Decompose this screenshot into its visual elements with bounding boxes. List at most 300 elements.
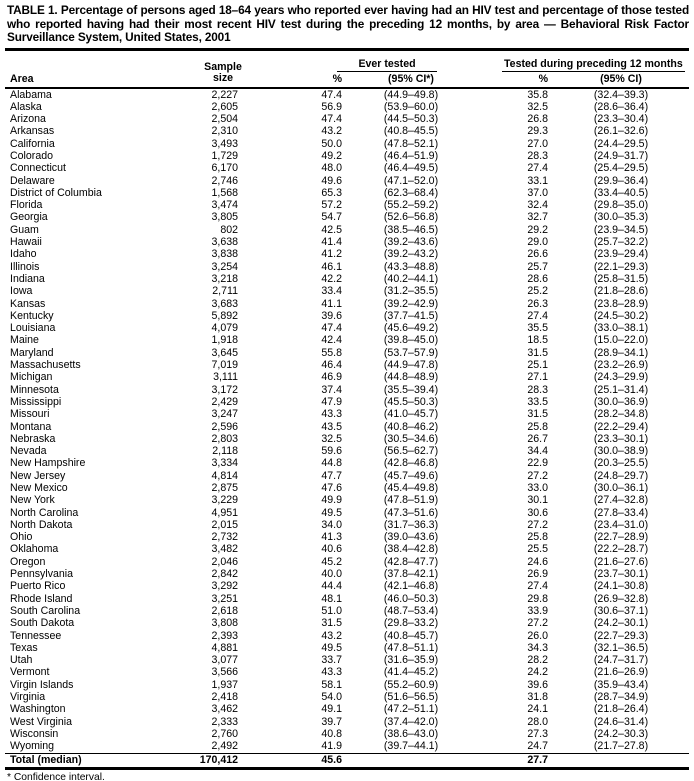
ci-ever-cell: (44.9–49.8) xyxy=(383,88,439,101)
pct-recent-cell: 18.5 xyxy=(527,334,548,347)
sample-size-cell: 2,760 xyxy=(211,727,238,740)
pct-recent-cell: 34.4 xyxy=(527,445,548,458)
ci-recent-cell: (25.4–29.5) xyxy=(593,162,649,175)
ci-recent-cell: (32.1–36.5) xyxy=(593,641,649,654)
area-cell: Oklahoma xyxy=(10,543,59,556)
ci-recent-cell: (15.0–22.0) xyxy=(593,334,649,347)
ci-recent-cell: (21.8–28.6) xyxy=(593,285,649,298)
ci-ever-cell: (31.6–35.9) xyxy=(383,654,439,667)
ci-recent-cell: (29.8–35.0) xyxy=(593,199,649,212)
area-cell: New Hampshire xyxy=(10,457,86,470)
pct-recent-cell: 30.6 xyxy=(527,506,548,519)
pct-recent-cell: 35.8 xyxy=(527,88,548,101)
spacer-cell xyxy=(664,285,689,297)
table-row xyxy=(5,88,689,101)
table-row xyxy=(5,531,689,543)
pct-recent-cell: 27.2 xyxy=(527,617,548,630)
table-row xyxy=(5,617,689,629)
ci-recent-cell: (32.4–39.3) xyxy=(593,88,649,101)
table-title: TABLE 1. Percentage of persons aged 18–64 years who reported ever having had an HIV test and percentage of those tested who reported having had their most recent HIV test during the preceding 12 months, by area — Behavioral Risk Factor Surveillance System, United States, 2001 xyxy=(7,3,689,44)
table-row xyxy=(5,470,689,482)
table-row xyxy=(5,740,689,753)
sample-size-cell: 3,292 xyxy=(211,580,238,593)
area-cell: Kansas xyxy=(10,297,46,310)
ci-ever-cell: (40.2–44.1) xyxy=(383,272,439,285)
ci-ever-cell: (55.2–60.9) xyxy=(383,678,439,691)
sample-size-cell: 2,504 xyxy=(211,113,238,126)
ci-recent-cell: (28.2–34.8) xyxy=(593,408,649,421)
area-cell: Texas xyxy=(10,641,38,654)
ci-ever-cell: (42.8–47.7) xyxy=(383,555,439,568)
ci-ever-cell: (38.5–46.5) xyxy=(383,223,439,236)
pct-ever-cell: 48.1 xyxy=(321,592,342,605)
sample-size-cell: 3,638 xyxy=(211,236,238,249)
ci-recent-cell: (23.8–28.9) xyxy=(593,297,649,310)
sample-size-line1: Sample xyxy=(204,60,242,73)
table-row xyxy=(5,298,689,310)
area-cell: Washington xyxy=(10,703,66,716)
table-row xyxy=(5,261,689,273)
spacer-cell xyxy=(664,224,689,236)
area-cell: Wisconsin xyxy=(10,727,59,740)
pct-recent-cell: 29.2 xyxy=(527,223,548,236)
ci-ever-cell: (46.4–49.5) xyxy=(383,162,439,175)
spacer-cell xyxy=(664,421,689,433)
total-pct-ever: 45.6 xyxy=(321,753,342,766)
ci-recent-cell: (23.3–30.1) xyxy=(593,432,649,445)
pct-ever-cell: 44.8 xyxy=(321,457,342,470)
pct-recent-cell: 25.1 xyxy=(527,359,548,372)
spacer-cell xyxy=(664,445,689,457)
area-cell: Mississippi xyxy=(10,395,62,408)
spacer-cell xyxy=(664,519,689,531)
area-cell: New York xyxy=(10,494,55,507)
pct-recent-cell: 33.1 xyxy=(527,174,548,187)
spacer-cell xyxy=(664,679,689,691)
area-cell: Wyoming xyxy=(10,740,55,753)
pct-recent-cell: 26.0 xyxy=(527,629,548,642)
hiv-test-table xyxy=(5,48,689,771)
pct-ever-cell: 54.7 xyxy=(321,211,342,224)
ci-ever-cell: (40.8–45.5) xyxy=(383,125,439,138)
pct-recent-cell: 26.9 xyxy=(527,568,548,581)
ci-ever-cell: (42.1–46.8) xyxy=(383,580,439,593)
ci-recent-cell: (30.0–36.1) xyxy=(593,482,649,494)
ci-recent-cell: (20.3–25.5) xyxy=(593,457,649,470)
ci-ever-cell: (40.8–46.2) xyxy=(383,420,439,433)
spacer-cell xyxy=(664,507,689,519)
spacer-cell xyxy=(664,617,689,629)
pct-ever-cell: 47.4 xyxy=(321,322,342,335)
spacer-cell xyxy=(664,125,689,137)
area-cell: Indiana xyxy=(10,272,45,285)
spacer-cell xyxy=(664,568,689,580)
area-cell: Vermont xyxy=(10,666,50,679)
sample-size-cell: 2,803 xyxy=(211,432,238,445)
footnote: * Confidence interval. xyxy=(7,772,105,781)
spacer-cell xyxy=(664,482,689,494)
ci-recent-cell: (23.2–26.9) xyxy=(593,359,649,372)
ci-recent-cell: (28.7–34.9) xyxy=(593,691,649,704)
spacer-cell xyxy=(664,494,689,506)
pct-ever-cell: 49.5 xyxy=(321,506,342,519)
table-row xyxy=(5,716,689,728)
pct-recent-cell: 29.8 xyxy=(527,592,548,605)
area-cell: Georgia xyxy=(10,211,48,224)
area-cell: South Dakota xyxy=(10,617,75,630)
sample-size-cell: 1,918 xyxy=(211,334,238,347)
area-cell: Alaska xyxy=(10,100,42,113)
sample-size-cell: 3,218 xyxy=(211,272,238,285)
pct-ever-cell: 32.5 xyxy=(321,432,342,445)
pct-recent-cell: 27.3 xyxy=(527,727,548,740)
table-row xyxy=(5,285,689,297)
table-row xyxy=(5,236,689,248)
ci-recent-cell: (24.8–29.7) xyxy=(593,469,649,482)
pct-ever-cell: 49.9 xyxy=(321,494,342,507)
spacer-cell xyxy=(664,605,689,617)
area-cell: Utah xyxy=(10,654,33,667)
col-group-ever-tested xyxy=(242,49,470,72)
area-cell: Oregon xyxy=(10,555,46,568)
sample-size-cell: 3,566 xyxy=(211,666,238,679)
ci-ever-cell: (35.5–39.4) xyxy=(383,383,439,396)
pct-recent-cell: 25.7 xyxy=(527,260,548,273)
area-cell: Arizona xyxy=(10,113,46,126)
sample-size-cell: 4,814 xyxy=(211,469,238,482)
table-row xyxy=(5,334,689,346)
spacer-cell xyxy=(664,543,689,555)
spacer-cell xyxy=(664,396,689,408)
sample-size-cell: 3,805 xyxy=(211,211,238,224)
ci-recent-cell: (22.7–29.3) xyxy=(593,629,649,642)
ci-ever-cell: (47.3–51.6) xyxy=(383,506,439,519)
table-row xyxy=(5,593,689,605)
ci-ever-cell: (37.4–42.0) xyxy=(383,715,439,728)
area-cell: Arkansas xyxy=(10,125,55,138)
pct-recent-cell: 37.0 xyxy=(527,186,548,199)
sample-size-cell: 3,229 xyxy=(211,494,238,507)
ci-recent-cell: (30.0–35.3) xyxy=(593,211,649,224)
ci-ever-cell: (30.5–34.6) xyxy=(383,432,439,445)
table-row xyxy=(5,703,689,715)
sample-size-cell: 2,118 xyxy=(212,445,238,458)
ci-ever-cell: (31.2–35.5) xyxy=(383,285,439,298)
table-row xyxy=(5,494,689,506)
pct-ever-cell: 43.2 xyxy=(321,629,342,642)
pct-recent-cell: 27.4 xyxy=(527,309,548,322)
pct-ever-cell: 42.5 xyxy=(321,223,342,236)
ci-recent-cell: (23.4–31.0) xyxy=(593,518,649,531)
table-row xyxy=(5,457,689,469)
col-header-sample-size xyxy=(180,49,242,88)
pct-ever-cell: 41.1 xyxy=(321,297,342,310)
ci-recent-cell: (30.6–37.1) xyxy=(593,604,649,617)
pct-ever-cell: 37.4 xyxy=(321,383,342,396)
pct-ever-cell: 43.3 xyxy=(321,408,342,421)
sample-size-cell: 4,881 xyxy=(211,641,238,654)
table-row xyxy=(5,248,689,260)
area-cell: Iowa xyxy=(10,285,33,298)
area-cell: Missouri xyxy=(10,408,50,421)
table-row xyxy=(5,507,689,519)
sample-size-cell: 2,310 xyxy=(211,125,238,138)
area-cell: North Dakota xyxy=(10,518,73,531)
table-row xyxy=(5,666,689,678)
ci-ever-cell: (39.2–43.2) xyxy=(383,248,439,261)
sample-size-cell: 3,683 xyxy=(211,297,238,310)
spacer-cell xyxy=(664,642,689,654)
ci-recent-cell: (21.6–26.9) xyxy=(593,666,649,679)
area-cell: Maine xyxy=(10,334,39,347)
area-cell: Colorado xyxy=(10,149,53,162)
spacer-cell xyxy=(664,556,689,568)
area-cell: Puerto Rico xyxy=(10,580,66,593)
spacer-cell xyxy=(664,740,689,753)
area-cell: Kentucky xyxy=(10,309,54,322)
pct-ever-cell: 51.0 xyxy=(321,604,342,617)
pct-ever-cell: 41.3 xyxy=(321,531,342,544)
sample-size-cell: 6,170 xyxy=(211,162,238,175)
ci-ever-cell: (39.0–43.6) xyxy=(383,531,439,544)
pct-ever-cell: 47.9 xyxy=(321,395,342,408)
pct-ever-cell: 42.2 xyxy=(321,272,342,285)
sample-size-cell: 2,596 xyxy=(211,420,238,433)
pct-recent-cell: 22.9 xyxy=(527,457,548,470)
ci-ever-cell: (48.7–53.4) xyxy=(383,604,439,617)
table-row xyxy=(5,396,689,408)
pct-ever-cell: 42.4 xyxy=(321,334,342,347)
spacer-cell xyxy=(664,162,689,174)
pct-recent-cell: 27.4 xyxy=(527,162,548,175)
table-row xyxy=(5,408,689,420)
table-row xyxy=(5,433,689,445)
pct-ever-cell: 40.8 xyxy=(321,727,342,740)
table-row xyxy=(5,371,689,383)
pct-recent-cell: 25.8 xyxy=(527,420,548,433)
spacer-cell xyxy=(664,457,689,469)
ci-ever-cell: (38.4–42.8) xyxy=(383,543,439,556)
sample-size-cell: 2,227 xyxy=(211,88,238,101)
pct-recent-cell: 28.6 xyxy=(527,272,548,285)
table-row xyxy=(5,421,689,433)
table-body xyxy=(5,88,689,754)
ci-ever-cell: (53.7–57.9) xyxy=(383,346,439,359)
sample-size-cell: 3,334 xyxy=(211,457,238,470)
ci-ever-cell: (41.0–45.7) xyxy=(383,408,439,421)
pct-recent-cell: 33.5 xyxy=(527,395,548,408)
pct-ever-cell: 56.9 xyxy=(321,100,342,113)
area-cell: Maryland xyxy=(10,346,54,359)
pct-recent-cell: 26.8 xyxy=(527,113,548,126)
ci-ever-cell: (47.8–52.1) xyxy=(383,137,439,150)
total-spacer-cell xyxy=(664,753,689,769)
pct-ever-cell: 47.4 xyxy=(321,88,342,101)
pct-recent-cell: 25.8 xyxy=(527,531,548,544)
pct-recent-cell: 24.2 xyxy=(527,666,548,679)
spacer-cell xyxy=(664,199,689,211)
ci-recent-cell: (24.6–31.4) xyxy=(593,715,649,728)
pct-recent-cell: 27.0 xyxy=(527,137,548,150)
total-sample-size: 170,412 xyxy=(199,753,238,766)
ci-ever-cell: (37.8–42.1) xyxy=(383,568,439,581)
sample-size-cell: 3,474 xyxy=(211,199,238,212)
pct-recent-cell: 27.1 xyxy=(527,371,548,384)
pct-ever-cell: 48.0 xyxy=(321,162,342,175)
table-footer xyxy=(5,753,689,769)
total-label: Total (median) xyxy=(10,753,82,766)
pct-ever-cell: 39.6 xyxy=(321,309,342,322)
ci-recent-cell: (27.8–33.4) xyxy=(593,506,649,519)
ci-ever-cell: (62.3–68.4) xyxy=(383,186,439,199)
total-ci-ever xyxy=(342,753,470,769)
pct-recent-cell: 28.3 xyxy=(527,383,548,396)
spacer-cell xyxy=(664,371,689,383)
ci-recent-cell: (24.1–30.8) xyxy=(593,580,649,593)
area-cell: Hawaii xyxy=(10,236,42,249)
spacer-cell xyxy=(664,703,689,715)
sample-size-cell: 3,493 xyxy=(211,137,238,150)
ci-ever-cell: (52.6–56.8) xyxy=(383,211,439,224)
pct-ever-cell: 43.2 xyxy=(321,125,342,138)
ci-ever-cell: (46.0–50.3) xyxy=(383,592,439,605)
pct-ever-cell: 49.2 xyxy=(321,149,342,162)
sample-size-cell: 3,111 xyxy=(213,371,238,384)
table-row xyxy=(5,322,689,334)
area-cell: Idaho xyxy=(10,248,37,261)
ci-recent-cell: (21.8–26.4) xyxy=(593,703,649,716)
pct-recent-cell: 39.6 xyxy=(527,678,548,691)
ci-ever-cell: (45.5–50.3) xyxy=(383,395,439,408)
total-row xyxy=(5,753,689,769)
spacer-cell xyxy=(664,261,689,273)
pct-recent-cell: 28.0 xyxy=(527,715,548,728)
pct-ever-cell: 41.2 xyxy=(321,248,342,261)
spacer-cell xyxy=(664,248,689,260)
table-row xyxy=(5,359,689,371)
spacer-cell xyxy=(664,666,689,678)
pct-recent-cell: 27.2 xyxy=(527,518,548,531)
ci-ever-cell: (29.8–33.2) xyxy=(383,617,439,630)
pct-ever-cell: 65.3 xyxy=(321,186,342,199)
pct-ever-cell: 31.5 xyxy=(321,617,342,630)
ci-recent-cell: (33.0–38.1) xyxy=(593,322,649,335)
ci-recent-cell: (23.3–30.4) xyxy=(593,113,649,126)
pct-recent-cell: 26.3 xyxy=(527,297,548,310)
ci-ever-cell: (45.4–49.8) xyxy=(383,482,439,494)
table-row xyxy=(5,101,689,113)
pct-ever-cell: 55.8 xyxy=(321,346,342,359)
sample-size-cell: 2,746 xyxy=(211,174,238,187)
ci-recent-cell: (22.2–29.4) xyxy=(593,420,649,433)
area-cell: Nebraska xyxy=(10,432,56,445)
sample-size-cell: 4,951 xyxy=(211,506,238,519)
area-cell: Virginia xyxy=(10,691,46,704)
sample-size-cell: 2,492 xyxy=(211,740,238,753)
area-cell: Louisiana xyxy=(10,322,56,335)
spacer-cell xyxy=(664,298,689,310)
table-row xyxy=(5,150,689,162)
pct-recent-cell: 31.5 xyxy=(527,408,548,421)
ci-ever-cell: (47.2–51.1) xyxy=(383,703,439,716)
spacer-cell xyxy=(664,187,689,199)
sample-size-cell: 3,462 xyxy=(211,703,238,716)
pct-ever-cell: 46.1 xyxy=(321,260,342,273)
pct-ever-cell: 33.4 xyxy=(321,285,342,298)
area-cell: Pennsylvania xyxy=(10,568,74,581)
ci-recent-cell: (21.6–27.6) xyxy=(593,555,649,568)
area-cell: Florida xyxy=(10,199,43,212)
pct-recent-cell: 24.1 xyxy=(527,703,548,716)
ci-ever-cell: (47.8–51.9) xyxy=(383,494,439,507)
ci-recent-cell: (28.9–34.1) xyxy=(593,346,649,359)
area-cell: California xyxy=(10,137,55,150)
ci-recent-cell: (24.4–29.5) xyxy=(593,137,649,150)
col-header-ci-ever: (95% CI*) xyxy=(388,72,434,85)
pct-recent-cell: 28.2 xyxy=(527,654,548,667)
ci-recent-cell: (24.5–30.2) xyxy=(593,309,649,322)
table-row xyxy=(5,113,689,125)
ci-recent-cell: (29.9–36.4) xyxy=(593,174,649,187)
pct-recent-cell: 29.3 xyxy=(527,125,548,138)
ci-recent-cell: (24.3–29.9) xyxy=(593,371,649,384)
pct-ever-cell: 40.6 xyxy=(321,543,342,556)
ci-recent-cell: (24.2–30.3) xyxy=(593,727,649,740)
pct-ever-cell: 47.7 xyxy=(321,469,342,482)
sample-size-cell: 3,251 xyxy=(211,592,238,605)
pct-recent-cell: 35.5 xyxy=(527,322,548,335)
pct-recent-cell: 31.8 xyxy=(527,691,548,704)
spacer-cell xyxy=(664,408,689,420)
ci-ever-cell: (46.4–51.9) xyxy=(383,149,439,162)
pct-ever-cell: 33.7 xyxy=(321,654,342,667)
table-row xyxy=(5,187,689,199)
area-cell: District of Columbia xyxy=(10,186,102,199)
ci-recent-cell: (25.1–31.4) xyxy=(593,383,649,396)
sample-size-cell: 3,077 xyxy=(211,654,238,667)
table-row xyxy=(5,580,689,592)
table-row xyxy=(5,138,689,150)
area-cell: Alabama xyxy=(10,88,52,101)
sample-size-cell: 802 xyxy=(220,223,238,236)
pct-ever-cell: 49.1 xyxy=(321,703,342,716)
table-row xyxy=(5,642,689,654)
ci-ever-cell: (47.8–51.1) xyxy=(383,641,439,654)
pct-recent-cell: 30.1 xyxy=(527,494,548,507)
ci-recent-cell: (22.2–28.7) xyxy=(593,543,649,556)
pct-ever-cell: 57.2 xyxy=(321,199,342,212)
total-ci-recent xyxy=(548,753,664,769)
pct-ever-cell: 41.9 xyxy=(321,740,342,753)
table-row xyxy=(5,728,689,740)
ci-recent-cell: (22.7–28.9) xyxy=(593,531,649,544)
spacer-cell xyxy=(664,175,689,187)
pct-recent-cell: 34.3 xyxy=(527,641,548,654)
spacer-cell xyxy=(664,580,689,592)
table-row xyxy=(5,543,689,555)
col-header-area: Area xyxy=(10,72,34,85)
pct-ever-cell: 43.3 xyxy=(321,666,342,679)
pct-recent-cell: 27.4 xyxy=(527,580,548,593)
sample-size-cell: 4,079 xyxy=(211,322,238,335)
ci-ever-cell: (45.6–49.2) xyxy=(383,322,439,335)
ci-recent-cell: (23.9–34.5) xyxy=(593,223,649,236)
ci-ever-cell: (39.7–44.1) xyxy=(383,740,439,753)
col-group-tested-12-months xyxy=(470,49,683,72)
sample-size-cell: 3,645 xyxy=(211,346,238,359)
ci-recent-cell: (30.0–36.9) xyxy=(593,395,649,408)
ci-ever-cell: (55.2–59.2) xyxy=(383,199,439,212)
